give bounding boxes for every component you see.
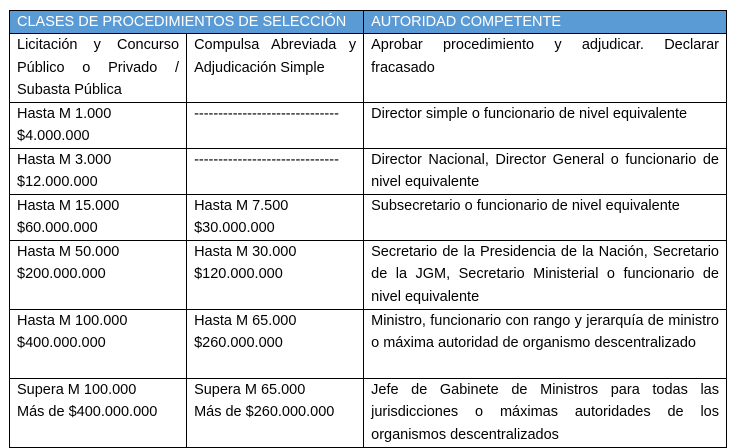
subheader-compulsa: Compulsa Abreviada y Adjudicación Simple	[187, 34, 364, 103]
col2-line2: $30.000.000	[194, 220, 275, 236]
col1-line1: Supera M 100.000	[17, 381, 137, 398]
col1-line2: $4.000.000	[17, 128, 90, 144]
compulsa-threshold-cell	[187, 102, 364, 148]
table-row	[10, 194, 727, 240]
col2-line2: Más de $260.000.000	[194, 404, 335, 420]
col1-line2: $200.000.000	[17, 266, 106, 282]
table-row	[10, 102, 727, 148]
col2-line2: $260.000.000	[194, 335, 283, 351]
header-authority: AUTORIDAD COMPETENTE	[364, 11, 727, 34]
table-subheader-row	[10, 34, 727, 103]
col2-line1: Hasta M 30.000	[194, 243, 297, 260]
table-row	[10, 148, 727, 194]
compulsa-threshold-cell	[187, 148, 364, 194]
authority-cell: Secretario de la Presidencia de la Nación, Secretario de la JGM, Secretario Ministerial o funcionario de nivel equivalente	[364, 240, 727, 309]
authority-cell: Director simple o funcionario de nivel equivalente	[364, 102, 727, 148]
col1-line1: Hasta M 50.000	[17, 243, 120, 260]
table-header-row	[10, 11, 727, 34]
col1-line1: Hasta M 1.000	[17, 105, 112, 122]
col1-line1: Hasta M 15.000	[17, 197, 120, 214]
col1-line1: Hasta M 100.000	[17, 312, 128, 329]
table-row	[10, 378, 727, 447]
col2-line1: Hasta M 65.000	[194, 312, 297, 329]
licitacion-threshold-cell	[10, 378, 187, 447]
licitacion-threshold-cell	[10, 194, 187, 240]
licitacion-threshold-cell	[10, 240, 187, 309]
col1-line2: Más de $400.000.000	[17, 404, 158, 420]
col2-line2: $120.000.000	[194, 266, 283, 282]
compulsa-threshold-cell	[187, 378, 364, 447]
licitacion-threshold-cell	[10, 309, 187, 378]
col1-line2: $60.000.000	[17, 220, 98, 236]
authority-cell: Subsecretario o funcionario de nivel equivalente	[364, 194, 727, 240]
col1-line2: $400.000.000	[17, 335, 106, 351]
table-row	[10, 309, 727, 378]
compulsa-threshold-cell	[187, 309, 364, 378]
compulsa-threshold-cell	[187, 194, 364, 240]
compulsa-threshold-cell	[187, 240, 364, 309]
col1-line2: $12.000.000	[17, 174, 98, 190]
header-procedures: CLASES DE PROCEDIMIENTOS DE SELECCIÓN	[10, 11, 364, 34]
col2-line1: ------------------------------	[194, 151, 339, 168]
procedures-authority-table	[9, 10, 727, 448]
authority-cell: Director Nacional, Director General o funcionario de nivel equivalente	[364, 148, 727, 194]
col1-line1: Hasta M 3.000	[17, 151, 112, 168]
col2-line1: Supera M 65.000	[194, 381, 306, 398]
authority-cell: Jefe de Gabinete de Ministros para todas las jurisdicciones o máximas autoridades de los organismos descentralizados	[364, 378, 727, 447]
licitacion-threshold-cell	[10, 102, 187, 148]
col2-line1: Hasta M 7.500	[194, 197, 289, 214]
subheader-authority: Aprobar procedimiento y adjudicar. Declarar fracasado	[364, 34, 727, 103]
col2-line1: ------------------------------	[194, 105, 339, 122]
authority-cell: Ministro, funcionario con rango y jerarquía de ministro o máxima autoridad de organismo descentralizado	[364, 309, 727, 378]
subheader-licitacion: Licitación y Concurso Público o Privado / Subasta Pública	[10, 34, 187, 103]
table-row	[10, 240, 727, 309]
licitacion-threshold-cell	[10, 148, 187, 194]
